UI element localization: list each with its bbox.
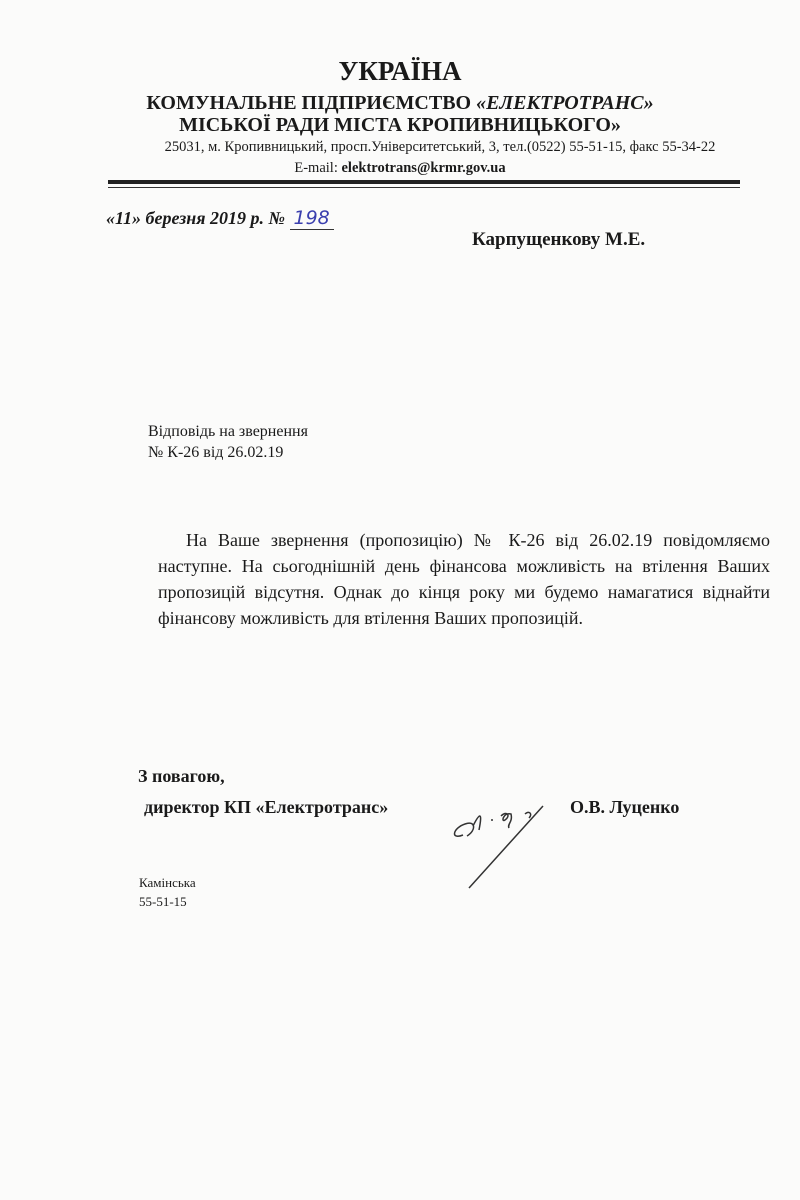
executor-name: Камінська (139, 875, 196, 890)
reference-line2: № К-26 від 26.02.19 (148, 444, 284, 461)
org-address: 25031, м. Кропивницький, просп.Університетський, 3, тел.(0522) 55-51-15, факс 55-34-22 (164, 139, 716, 155)
closing-greeting: З повагою, (138, 766, 225, 786)
reference-line1: Відповідь на звернення (148, 423, 308, 440)
email-address[interactable]: elektrotrans@krmr.gov.ua (341, 160, 506, 176)
letter-body: На Ваше звернення (пропозицію) № К-26 від 26.02.19 повідомляємо наступне. На сьогоднішній день фінансова можливість на втілення Ваших пропозицій відсутня. Однак до кінця року ми будемо намагатися віднайти фінансову можливість для втілення Ваших пропозицій. (158, 530, 770, 628)
org-name-line1 (0, 92, 800, 115)
country-title: УКРАЇНА (338, 56, 462, 86)
org-name-prefix: КОМУНАЛЬНЕ ПІДПРИЄМСТВО (146, 92, 477, 114)
recipient: Карпущенкову М.Е. (472, 229, 646, 250)
org-name-brand: «ЕЛЕКТРОТРАНС» (476, 92, 654, 114)
letter-date: «11» березня 2019 р. № (106, 208, 285, 228)
org-name-line2: МІСЬКОЇ РАДИ МІСТА КРОПИВНИЦЬКОГО» (179, 114, 621, 136)
email-label: E-mail: (294, 160, 342, 176)
signer-position: директор КП «Електротранс» (144, 797, 389, 817)
letter-number: 198 (290, 207, 334, 230)
signature-icon (445, 800, 555, 895)
signer-name: О.В. Луценко (570, 797, 680, 817)
executor-phone: 55-51-15 (139, 894, 187, 909)
org-email-line (0, 160, 800, 177)
date-line (106, 207, 334, 229)
header-rule-thick (108, 180, 740, 184)
header-rule-thin (108, 187, 740, 188)
